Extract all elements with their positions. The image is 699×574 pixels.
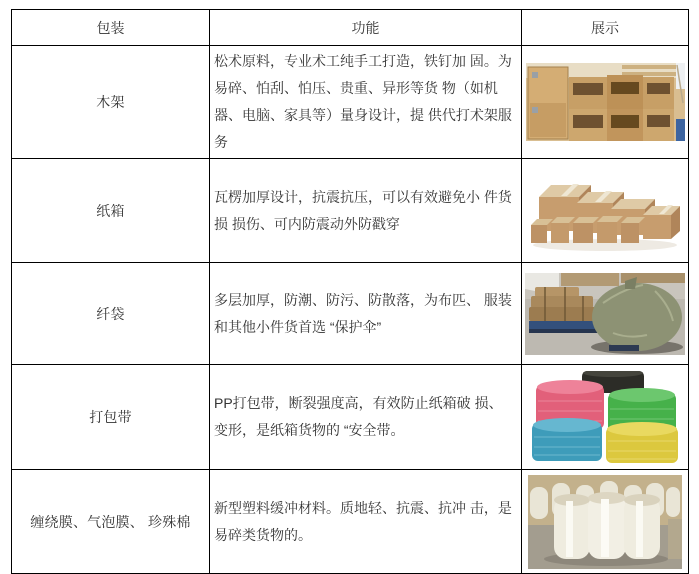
- table-row: [12, 470, 689, 574]
- photo-cell: [522, 46, 689, 159]
- packaging-description: 瓦楞加厚设计，抗震抗压，可以有效避免小 件货损 损伤、可内防震动外防戳穿: [210, 159, 522, 263]
- photo-cell: [522, 263, 689, 365]
- packaging-name: 木架: [12, 46, 210, 159]
- table-header-row: [12, 10, 689, 46]
- packaging-description: 新型塑料缓冲材料。质地轻、抗震、抗冲 击，是易碎类货物的。: [210, 470, 522, 574]
- stretch-film-rolls-photo: [528, 475, 682, 569]
- packaging-table: [11, 9, 689, 574]
- col-header-function: 功能: [210, 10, 522, 46]
- table-row: [12, 365, 689, 470]
- packaging-description: 松术原料，专业术工纯手工打造，铁钉加 固。为易碎、怕刮、怕压、贵重、异形等货 物（如机器、电脑、家具等）量身设计，提 供代打术架服务: [210, 46, 522, 159]
- photo-cell: [522, 365, 689, 470]
- packaging-description: PP打包带，断裂强度高，有效防止纸箱破 损、变形，是纸箱货物的 “安全带。: [210, 365, 522, 470]
- woven-bags-photo: [525, 273, 685, 355]
- packaging-name: 纸箱: [12, 159, 210, 263]
- photo-cell: [522, 470, 689, 574]
- packaging-name: 打包带: [12, 365, 210, 470]
- packaging-name: 缠绕膜、气泡膜、 珍殊棉: [12, 470, 210, 574]
- table-row: [12, 46, 689, 159]
- table-row: [12, 263, 689, 365]
- table-row: [12, 159, 689, 263]
- cardboard-boxes-photo: [525, 167, 685, 254]
- col-header-display: 展示: [522, 10, 689, 46]
- packaging-name: 纤袋: [12, 263, 210, 365]
- col-header-packaging: 包装: [12, 10, 210, 46]
- strapping-rolls-photo: [528, 371, 682, 463]
- packaging-description: 多层加厚，防潮、防污、防散落，为布匹、 服装和其他小件货首选 “保护伞”: [210, 263, 522, 365]
- photo-cell: [522, 159, 689, 263]
- wooden-crates-photo: [526, 63, 685, 141]
